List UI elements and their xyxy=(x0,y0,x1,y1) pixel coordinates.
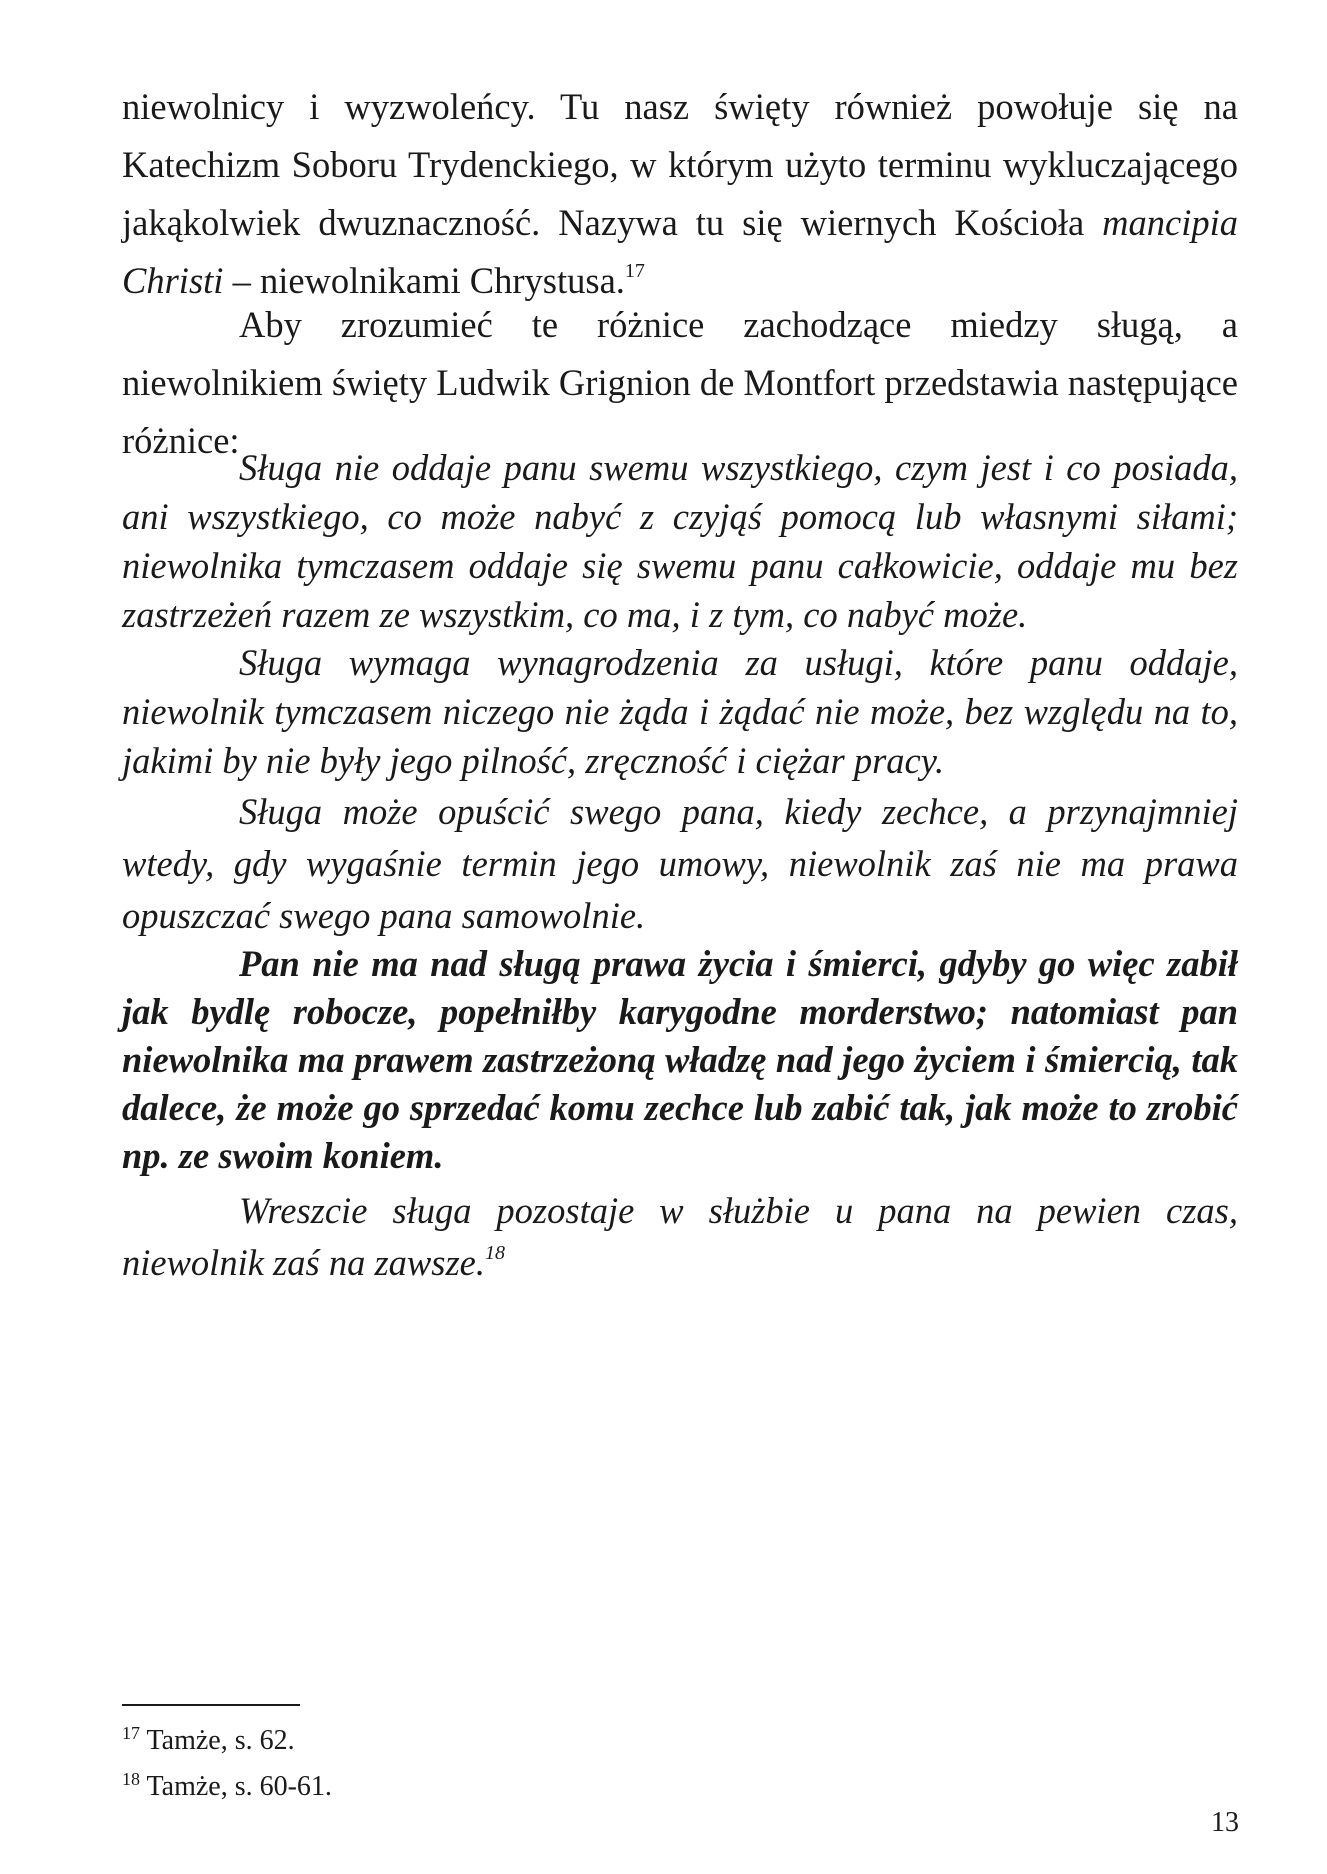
quote-3-block xyxy=(122,786,1238,942)
paragraph-1: niewolnicy i wyzwoleńcy. Tu nasz święty również powołuje się na Katechizm Soboru Trydenckiego, w którym użyto terminu wykluczającego jakąkolwiek dwuznaczność. Nazywa tu się wiernych Kościoła mancipia Christi – niewolnikami Chrystusa.$^{17}$ xyxy=(122,86,1238,301)
footnote-separator xyxy=(122,1704,300,1706)
quote-5-block xyxy=(122,1185,1238,1289)
quote-4-block xyxy=(122,940,1238,1180)
quote-paragraph-3: Sługa może opuścić swego pana, kiedy zechce, a przynajmniej wtedy, gdy wygaśnie termin jego umowy, niewolnik zaś nie ma prawa opuszczać swego pana samowolnie. xyxy=(122,791,1238,936)
quote-paragraph-2: Sługa wymaga wynagrodzenia za usługi, które panu oddaje, niewolnik tymczasem niczego nie żąda i żądać nie może, bez względu na to, jakimi by nie były jego pilność, zręczność i ciężar pracy. xyxy=(122,642,1238,781)
quote-paragraph-4: Pan nie ma nad sługą prawa życia i śmierci, gdyby go więc zabił jak bydlę robocze, popełniłby karygodne morderstwo; natomiast pan niewolnika ma prawem zastrzeżoną władzę nad jego życiem i śmiercią, tak dalece, że może go sprzedać komu zechce lub zabić tak, jak może to zrobić np. ze swoim koniem. xyxy=(122,943,1238,1176)
page-number: 13 xyxy=(1211,1807,1239,1838)
body-text-top xyxy=(122,78,1238,310)
quote-paragraph-1: Sługa nie oddaje panu swemu wszystkiego, czym jest i co posiada, ani wszystkiego, co może nabyć z czyjąś pomocą lub własnymi siłami; niewolnika tymczasem oddaje się swemu panu całkowicie, oddaje mu bez zastrzeżeń razem ze wszystkim, co ma, i z tym, co nabyć może. xyxy=(122,447,1238,635)
latin-phrase: mancipia Christi xyxy=(122,202,1238,301)
quote-1-block xyxy=(122,443,1238,639)
footnote-ref-17: 17 xyxy=(624,260,645,282)
footnote-17: $^{17}$ Tamże, s. 62. xyxy=(122,1723,295,1756)
quote-2-block xyxy=(122,638,1238,785)
footnote-ref-18: 18 xyxy=(485,1242,505,1264)
quote-paragraph-5: Wreszcie sługa pozostaje w służbie u pana na pewien czas, niewolnik zaś na zawsze.$^{18}$ xyxy=(122,1190,1238,1283)
footnote-18: $^{18}$ Tamże, s. 60-61. xyxy=(122,1769,332,1802)
footnotes xyxy=(122,1718,922,1810)
paragraph-2: Aby zrozumieć te różnice zachodzące miedzy sługą, a niewolnikiem święty Ludwik Grignion de Montfort przedstawia następujące różnice: xyxy=(122,304,1239,461)
